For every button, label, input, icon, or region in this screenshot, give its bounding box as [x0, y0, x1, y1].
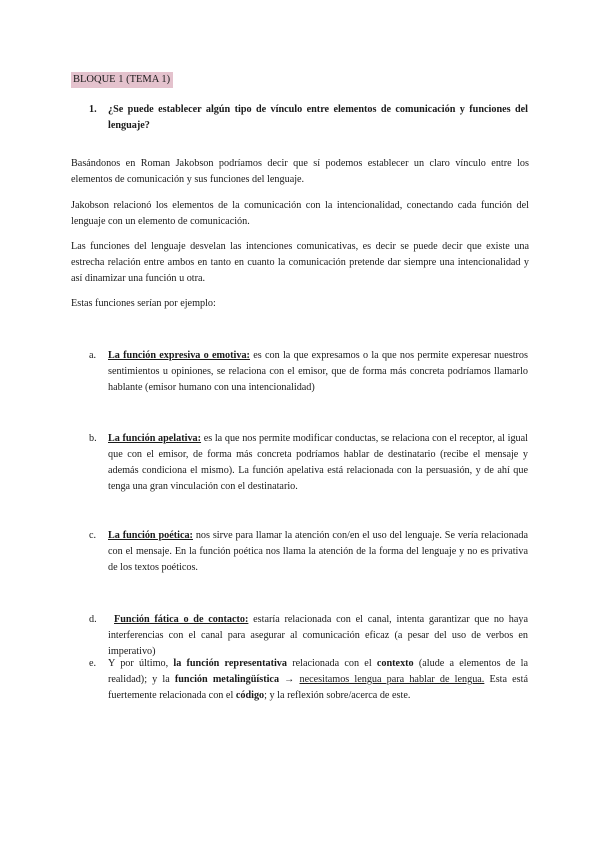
item-b-term: La función apelativa:: [108, 433, 202, 444]
item-e-term-codigo: código: [235, 690, 265, 701]
item-a-term: La función expresiva o emotiva:: [108, 350, 250, 361]
list-marker-e: e.: [89, 658, 97, 669]
item-d-text: estaría relacionada con el canal, intenta garantizar que no haya interferencias con el canal para asegurar al comunicación eficaz (a pesar del uso de verbos en imperativo): [108, 614, 528, 657]
item-e-term-representativa: la función representativa: [173, 658, 287, 669]
item-e-text-5: Esta está fuertemente relacionada con el: [108, 674, 528, 701]
item-e-term-contexto: contexto: [376, 658, 414, 669]
block-title: BLOQUE 1 (TEMA 1): [71, 72, 173, 88]
item-d-term: Función fática o de contacto:: [114, 614, 249, 625]
list-item-d: [108, 612, 528, 660]
question-text: ¿Se puede establecer algún tipo de vínculo entre elementos de comunicación y funciones del lenguaje?: [108, 104, 528, 131]
item-e-text-1: Y por último,: [108, 658, 174, 669]
list-marker-a: a.: [89, 350, 97, 361]
paragraph-3: Las funciones del lenguaje desvelan las intenciones comunicativas, es decir se puede decir que existe una estrecha relación entre ambos en tanto en cuanto la comunicación pretende dar siempre una intencionalidad y así dinamizar una función u otra.: [71, 241, 529, 284]
paragraph-1: Basándonos en Roman Jakobson podríamos decir que sí podemos establecer un claro vínculo entre los elementos de comunicación y sus funciones del lenguaje.: [71, 158, 529, 185]
list-item-e: [108, 656, 528, 704]
list-item-c: [108, 528, 528, 576]
item-e-text-3: (alude a elementos de la realidad); y la: [108, 658, 528, 685]
list-item-a: [108, 348, 528, 396]
question-number: 1.: [89, 104, 97, 115]
item-a-text: es con la que expresamos o la que nos permite experesar nuestros sentimientos u opiniones, se relaciona con el emisor, que de forma más concreta podríamos llamarlo hablante (emisor humano con una intencionalidad): [108, 350, 528, 393]
item-e-term-metalinguistica: función metalingüística: [174, 674, 280, 685]
item-e-underlined-phrase: necesitamos lengua para hablar de lengua.: [299, 674, 485, 685]
item-e-text-6: ; y la reflexión sobre/acerca de este.: [264, 690, 411, 701]
paragraph-2: Jakobson relacionó los elementos de la comunicación con la intencionalidad, conectando cada función del lenguaje con un elemento de comunicación.: [71, 200, 529, 227]
item-c-text: nos sirve para llamar la atención con/en el uso del lenguaje. Se vería relacionada con el mensaje. En la función poética nos llama la atención de la forma del lenguaje y no es privativa de los textos poéticos.: [108, 530, 529, 573]
paragraph-4: Estas funciones serían por ejemplo:: [71, 298, 216, 309]
list-marker-b: b.: [89, 433, 97, 444]
item-b-text: es la que nos permite modificar conductas, se relaciona con el receptor, al igual que con el emisor, de forma más concreta podríamos hablar de destinatario (recibe el mensaje y además condiciona el mismo). La función apelativa está relacionada con la persuasión, y de ahí que tenga una gran vinculación con el destinatario.: [108, 433, 528, 492]
list-item-b: [108, 431, 528, 495]
list-marker-d: d.: [89, 614, 97, 625]
list-marker-c: c.: [89, 530, 97, 541]
item-e-text-2: relacionada con el: [287, 658, 377, 669]
item-c-term: La función poética:: [108, 530, 193, 541]
item-e-arrow: →: [279, 674, 300, 685]
